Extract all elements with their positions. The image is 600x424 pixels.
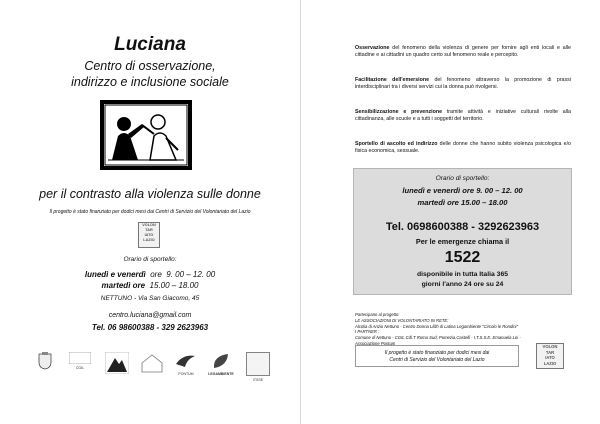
vol-logo-line-1: VOLON <box>142 223 156 227</box>
partners-line-5: Comune di Nettuno - CGIL Cdl.T Roma Sud, Pomezia,Castelli - I.T.S.S.E. Emanuela Loi - <box>355 335 521 341</box>
center-subtitle <box>0 58 300 90</box>
fund-line-2: Centri di Servizio del Volontariato del Lazio <box>389 357 485 363</box>
cgil-mark-icon <box>69 352 91 364</box>
leaf-logo-icon <box>211 352 231 370</box>
partners-line-6: Associazione Pontum <box>355 340 396 346</box>
funding-box <box>355 345 519 367</box>
hours-1-ore: ore <box>150 270 162 279</box>
box-hours-2: martedì ore 15.00 – 18.00 <box>417 198 508 207</box>
partners-list <box>355 312 565 347</box>
center-title: Luciana <box>114 34 186 55</box>
partners-line-1: Partecipano al progetto: <box>355 312 400 317</box>
box-days: giorni l'anno 24 ore su 24 <box>421 281 504 288</box>
email-link[interactable]: centro.luciana@gmail.com <box>108 312 192 319</box>
logo-cgil <box>68 352 92 382</box>
slogan: per il contrasto alla violenza sulle donne <box>39 187 261 201</box>
hours-1-days: lunedì e venerdì <box>84 270 146 279</box>
vol-logo-r-line-4: LAZIO <box>543 360 557 366</box>
box-telephone: Tel. 0698600388 - 3292623963 <box>385 221 540 233</box>
paragraph-facilitation <box>355 77 571 92</box>
logo-legambiente-caption: LEGAMBIENTE <box>208 372 234 376</box>
box-availability: disponibile in tutta Italia 365 <box>416 271 509 278</box>
p4-body: delle donne che hanno subito violenza psicologica e/o fisica economica, sessuale. <box>355 141 571 155</box>
funding-note: Il progetto è stato finanziato per dodici mesi dai Centri di Servizio del Volontariato del Lazio <box>49 209 251 215</box>
p2-heading: Facilitazione dell'emersione <box>355 77 430 83</box>
opening-hours-label: Orario di sportello: <box>123 256 177 263</box>
opening-hours <box>0 269 300 291</box>
logo-lavoro <box>104 352 130 382</box>
hours-2-time: 15.00 – 18.00 <box>149 281 199 290</box>
hours-2-days: martedì ore <box>101 281 146 290</box>
logo-pontum-caption: PONTUM <box>178 372 194 376</box>
partner-logos <box>34 352 272 384</box>
partners-line-4: I PARTNER : <box>355 329 380 335</box>
p1-body: del fenomeno della violenza di genere per fornire agli enti locali e alle cittadine e ai cittadini un quadro certo sul fenomeno reale e percepito. <box>355 45 571 59</box>
vol-logo-line-4: LAZIO <box>143 238 155 242</box>
right-panel <box>300 0 600 424</box>
hours-row-1 <box>0 269 300 280</box>
itsse-box-icon <box>246 352 270 376</box>
volontariato-lazio-logo <box>138 222 160 248</box>
figures-illustration-icon <box>98 98 198 174</box>
partners-line-2: LE ASSOCIAZIONI DI VOLONTARIATO IN RETE: <box>355 317 449 323</box>
luciana-logo <box>98 98 198 174</box>
paragraph-awareness <box>355 109 571 124</box>
paragraph-help-desk <box>355 141 571 156</box>
logo-cgil-caption: CGIL <box>75 366 85 370</box>
address: NETTUNO - Via San Giacomo, 45 <box>100 295 200 302</box>
vol-logo-r-line-2: TAR <box>545 349 555 355</box>
paragraph-observation <box>355 45 571 60</box>
p1-heading: Osservazione <box>355 45 390 51</box>
hours-1-time: 9. 00 – 12. 00 <box>166 270 216 279</box>
logo-pontum <box>174 352 198 382</box>
vol-logo-r-line-3: IATO <box>545 355 555 361</box>
vol-logo-line-3: IATO <box>144 233 154 237</box>
box-orario-label: Orario di sportello: <box>435 175 490 182</box>
contact-box <box>353 168 572 295</box>
partners-line-3: Alcolia di Anzio Nettuno - Centro Donna Lilith di Latina Legambiente "Circolo le Rondini" <box>355 323 518 329</box>
bird-logo-icon <box>175 352 197 370</box>
logo-centro-donna <box>138 352 166 382</box>
house-logo-icon <box>139 352 165 374</box>
vol-logo-line-2: TAR <box>145 228 153 232</box>
box-emergency-label: Per le emergenze chiama il <box>415 237 510 246</box>
subtitle-line-1: Centro di osservazione, <box>84 59 216 73</box>
logo-comune-nettuno <box>34 352 56 382</box>
p3-heading: Sensibilizzazione e prevenzione <box>355 109 443 115</box>
logo-itsse <box>244 352 272 382</box>
p3-body: tramite attività e iniziative culturali rivolte alla cittadinanza, alle scuole e a tutti i soggetti del territorio. <box>355 109 571 123</box>
fund-line-1: Il progetto è stato finanziato per dodici mesi dai <box>384 350 490 356</box>
p4-heading: Sportello di ascolto ed indirizzo <box>355 141 438 147</box>
mountain-logo-icon <box>105 352 129 374</box>
volontariato-lazio-logo-right <box>536 343 564 369</box>
subtitle-line-2: indirizzo e inclusione sociale <box>71 75 229 89</box>
hours-row-2 <box>0 280 300 291</box>
box-emergency-number: 1522 <box>444 249 481 266</box>
box-hours-1: lunedì e venerdì ore 9. 00 – 12. 00 <box>402 186 523 195</box>
p2-body: del fenomeno attraverso la promozione di prassi interdisciplinari tra i diversi servizi cui la donna può rivolgersi. <box>355 77 571 91</box>
logo-legambiente <box>204 352 238 382</box>
vol-logo-r-line-1: VOLON <box>542 344 558 349</box>
telephone: Tel. 06 98600388 - 329 2623963 <box>91 323 209 332</box>
logo-itsse-caption: ITSSE <box>252 378 264 382</box>
coat-of-arms-icon <box>38 352 52 370</box>
